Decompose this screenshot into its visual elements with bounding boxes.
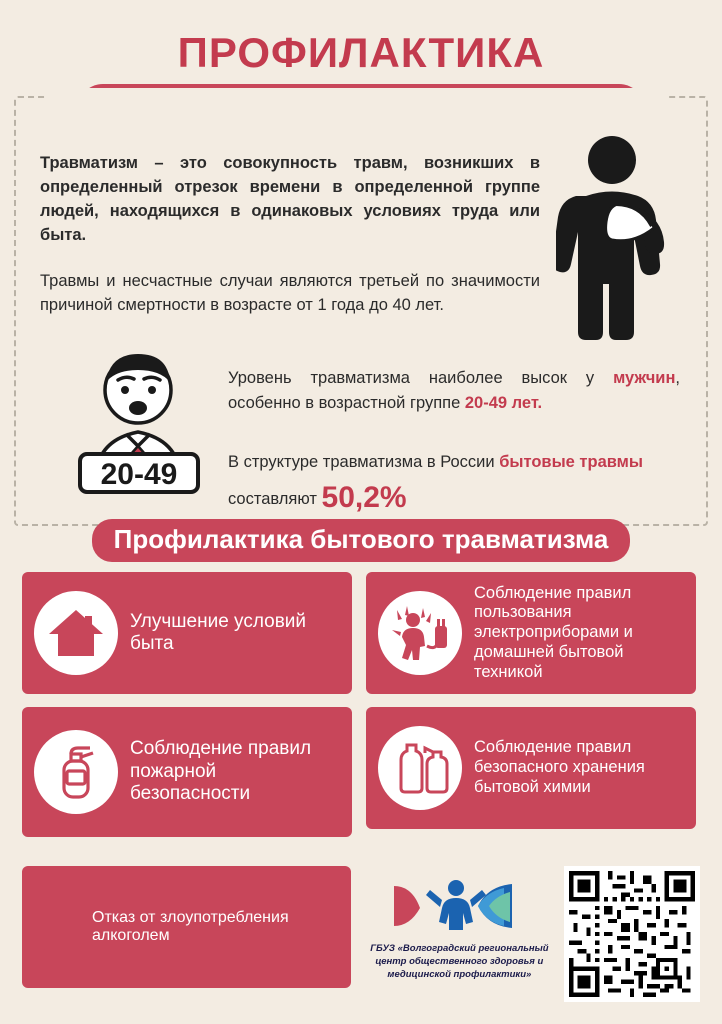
stat1-highlight-men: мужчин [613, 369, 676, 387]
qr-code[interactable] [564, 866, 700, 1002]
household-chemicals-icon [378, 726, 462, 810]
fire-extinguisher-icon [34, 730, 118, 814]
organization-logo-block [365, 866, 554, 981]
intro-paragraph: Травмы и несчастные случаи являются третьей по значимости причиной смертности в возрасте от 1 года до 40 лет. [40, 271, 540, 314]
electric-shock-icon [378, 591, 462, 675]
age-group-illustration [70, 348, 210, 498]
card-fire-safety [22, 707, 352, 837]
section-heading: Профилактика бытового травматизма [92, 519, 631, 562]
card-text: Соблюдение правил безопасного хранения бытовой химии [474, 738, 645, 796]
card-improve-living-conditions [22, 572, 352, 694]
stat1-part1: Уровень травматизма наиболее высок у [228, 369, 614, 387]
stat-line-1 [228, 366, 680, 416]
organization-caption: ГБУЗ «Волгоградский региональный центр общественного здоровья и медицинской профилактики» [370, 943, 549, 980]
card-alcohol-abuse [22, 866, 351, 988]
house-icon [34, 591, 118, 675]
stat2-highlight: бытовые травмы [499, 453, 643, 471]
card-chemicals-storage [366, 707, 696, 829]
card-text: Соблюдение правил пожарной безопасности [130, 738, 312, 805]
alcohol-icon [34, 897, 92, 958]
svg-text:20-49: 20-49 [100, 458, 178, 491]
intro-block [40, 152, 540, 318]
card-text: Улучшение условий быта [130, 610, 307, 654]
section-band-wrapper [44, 519, 678, 562]
prevention-cards [22, 572, 700, 850]
card-text: Отказ от злоупотребления алкоголем [92, 909, 289, 944]
stat1-highlight-age: 20-49 лет. [464, 393, 543, 412]
stat2-percent-value: 50,2% [321, 480, 407, 514]
card-text: Соблюдение правил пользования электроприборами и домашней бытовой техникой [474, 583, 633, 681]
footer-row [22, 866, 700, 1014]
logo-mark [384, 876, 534, 932]
card-row-1 [22, 572, 700, 694]
card-electrical-appliances [366, 572, 696, 694]
definition-text: Травматизм – это совокупность травм, возникших в определенный отрезок времени в определенной группе людей, находящихся в одинаковых условиях труда или быта. [40, 154, 540, 244]
page-title: ПРОФИЛАКТИКА [177, 29, 545, 76]
stat1-part2: , особенно в возрастной группе [228, 369, 680, 412]
frame-top-mask [48, 88, 668, 140]
stat-line-2 [228, 450, 680, 520]
stat2-part1: В структуре травматизма в России [228, 453, 500, 471]
stat2-part2: составляют [228, 489, 322, 508]
injured-man-illustration [556, 134, 686, 349]
card-row-2 [22, 707, 700, 837]
